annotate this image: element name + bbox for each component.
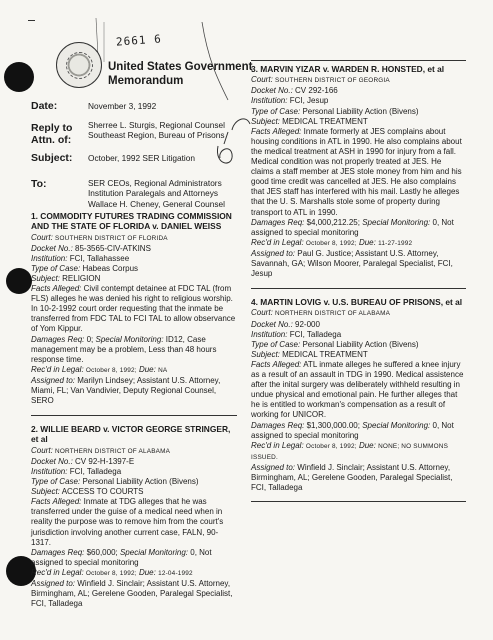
court-value: NORTHERN DISTRICT OF ALABAMA <box>55 447 171 455</box>
case-field-line <box>251 463 466 493</box>
institution-value: FCI, Jesup <box>289 96 329 106</box>
field-label: Special Monitoring: <box>95 334 164 344</box>
to-label: To: <box>31 178 47 190</box>
field-label: Damages Req: <box>251 420 305 430</box>
field-label: Subject: <box>31 487 60 497</box>
field-label: Due: <box>358 440 376 450</box>
punch-hole-middle <box>6 268 32 294</box>
text-line: AND THE STATE OF FLORIDA v. DANIEL WEISS <box>31 221 222 232</box>
case-subject-value: ACCESS TO COURTS <box>61 487 144 497</box>
case-field-line <box>251 320 466 330</box>
case-entry-1 <box>31 208 237 406</box>
field-label: Facts Alleged: <box>31 284 82 294</box>
field-value: 11-27-1992 <box>378 239 413 247</box>
case-field-line <box>31 446 237 457</box>
assigned-value: Marilyn Lindsey; Assistant U.S. Attorney, Miami, FL; Van Vandivier, Deputy Regional Counsel, SERO <box>31 375 221 406</box>
left-column <box>31 208 237 609</box>
case-field-line <box>251 218 466 238</box>
field-label: Facts Alleged: <box>251 359 302 369</box>
reply-to-value <box>88 120 225 141</box>
case-divider <box>251 501 466 502</box>
text-line: Wallace H. Cheney, General Counsel <box>88 198 225 209</box>
field-label: Type of Case: <box>31 477 81 487</box>
case-field-line <box>251 308 466 319</box>
case-field-line <box>31 457 237 467</box>
field-label: Type of Case: <box>31 263 81 273</box>
field-label: Assigned to: <box>31 375 76 385</box>
handwritten-number: 2661 6 <box>115 32 163 49</box>
facts-value: Inmate at TDG alleges that he was transferred under the guise of a medical need when in reality the purpose was to remove him from the court's jurisdiction involving another current case, FALN, 90-1317. <box>31 497 224 547</box>
field-value: October 8, 1992; <box>305 239 357 247</box>
case-subject-value: RELIGION <box>62 273 101 283</box>
docket-value: 92-000 <box>295 319 320 329</box>
monitoring-value: 0, Not assigned to special monitoring <box>31 547 212 567</box>
case-entry-3 <box>251 61 466 279</box>
field-value: 12-04-1992 <box>158 569 193 577</box>
case-field-line <box>31 477 237 487</box>
monitoring-value: ID12, Case management may be a problem, Less than 48 hours response time. <box>31 334 217 364</box>
case-field-line <box>31 579 237 609</box>
right-column <box>251 60 466 502</box>
field-label: Court: <box>251 308 273 318</box>
field-label: Due: <box>138 364 156 374</box>
case-field-line <box>31 548 237 568</box>
field-label: Rec'd in Legal: <box>251 237 304 247</box>
government-seal-icon <box>56 42 102 88</box>
field-label: Special Monitoring: <box>119 547 189 557</box>
case-field-line <box>251 75 466 86</box>
case-title: 4. MARTIN LOVIG v. U.S. BUREAU OF PRISONS, et al <box>251 297 463 308</box>
case-type-value: Habeas Corpus <box>82 263 139 273</box>
case-subject-value: MEDICAL TREATMENT <box>282 349 368 359</box>
field-label: Subject: <box>251 116 280 126</box>
field-label: Damages Req: <box>31 547 85 557</box>
corner-mark <box>28 20 35 21</box>
text-line: Sherree L. Sturgis, Regional Counsel <box>88 120 225 130</box>
field-label: Rec'd in Legal: <box>31 567 84 577</box>
text-line: Southeast Region, Bureau of Prisons <box>88 130 225 141</box>
date-value: November 3, 1992 <box>88 101 157 111</box>
subject-value: October, 1992 SER Litigation <box>88 153 196 163</box>
case-field-line <box>31 376 237 406</box>
field-label: Rec'd in Legal: <box>31 364 84 374</box>
field-value: October 8, 1992; <box>85 569 137 577</box>
case-field-line <box>251 330 466 340</box>
field-label: Institution: <box>31 253 68 263</box>
docket-value: CV 292-166 <box>295 86 338 96</box>
reply-to-label <box>31 122 72 146</box>
field-value: $60,000; <box>86 547 118 557</box>
case-field-line <box>251 441 466 463</box>
field-label: Institution: <box>251 96 288 106</box>
case-type-value: Personal Liability Action (Bivens) <box>82 477 199 487</box>
text-line: 1. COMMODITY FUTURES TRADING COMMISSION <box>31 211 232 221</box>
field-label: Docket No.: <box>251 319 293 329</box>
case-field-line <box>31 274 237 284</box>
text-line: Attn. of: <box>31 134 72 146</box>
institution-value: FCI, Tallahassee <box>69 253 130 263</box>
case-title: 3. MARVIN YIZAR v. WARDEN R. HONSTED, et al <box>251 64 445 74</box>
field-label: Type of Case: <box>251 339 301 349</box>
field-label: Docket No.: <box>31 456 73 466</box>
case-field-line <box>251 421 466 441</box>
field-label: Institution: <box>251 329 288 339</box>
field-value: 0; <box>86 334 94 344</box>
case-field-line <box>251 117 466 127</box>
agency-name: United States Government <box>108 61 253 73</box>
text-line: Institution Paralegals and Attorneys <box>88 188 219 199</box>
case-type-value: Personal Liability Action (Bivens) <box>302 339 419 349</box>
assigned-value: Winfield J. Sinclair; Assistant U.S. Attorney, Birmingham, AL; Gerelene Gooden, Paralegal Specialist, FCI, Talladega <box>251 462 453 493</box>
institution-value: FCI, Talladega <box>69 466 122 476</box>
case-field-line <box>251 249 466 279</box>
field-label: Court: <box>31 232 53 242</box>
case-field-line <box>31 467 237 477</box>
field-value: $1,300,000.00; <box>306 420 360 430</box>
field-label: Special Monitoring: <box>362 420 431 430</box>
case-field-line <box>251 350 466 360</box>
case-field-line <box>31 244 237 254</box>
field-label: Docket No.: <box>251 86 293 96</box>
field-label: Facts Alleged: <box>31 497 82 507</box>
field-label: Damages Req: <box>31 334 85 344</box>
facts-value: ATL inmate alleges he suffered a knee injury as a result of an assault in TDG in 1990. Medical assistence after the inital surgery was deliberately withheld resulting in undue physical and emotional pain. He further alleges that he is entitled to workman's compensation as a result of working for UNICOR. <box>251 359 464 420</box>
facts-value: Inmate formerly at JES complains about housing conditions in ATL in 1990. He also complains about the medical treatment at ASH in 1990 for injury from a fall. Medical condition was not properly treated at JES. He claims a staff member at JES stole money from him and his good time credit was cancelled at JES. He also complains that JES staff has interfered with his mail. Lastly he alleges that the U. S. Marshalls stole some of property during transport to ATL in 1990. <box>251 126 462 217</box>
case-subject-value: MEDICAL TREATMENT <box>282 116 368 126</box>
field-value: NA <box>158 366 168 374</box>
case-field-line <box>31 335 237 365</box>
case-entry-2 <box>31 416 237 609</box>
case-field-line <box>251 238 466 249</box>
field-label: Damages Req: <box>251 217 305 227</box>
docket-value: 85-3565-CIV-ATKINS <box>75 243 151 253</box>
text-line: SER CEOs, Regional Administrators <box>88 178 222 188</box>
field-value: October 8, 1992; <box>85 366 137 374</box>
case-field-line <box>31 568 237 579</box>
monitoring-value: 0, Not assigned to special monitoring <box>251 420 454 440</box>
field-label: Court: <box>31 445 53 455</box>
field-value: October 8, 1992; <box>305 442 357 450</box>
field-label: Assigned to: <box>251 462 296 472</box>
case-field-line <box>31 254 237 264</box>
memo-heading <box>108 60 252 88</box>
field-label: Institution: <box>31 466 68 476</box>
case-field-line <box>31 487 237 497</box>
field-value: NONE; NO SUMMONS ISSUED. <box>251 442 449 461</box>
court-value: NORTHERN DISTRICT OF ALABAMA <box>275 310 391 318</box>
field-label: Court: <box>251 75 273 85</box>
field-label: Facts Alleged: <box>251 126 302 136</box>
case-field-line <box>31 497 237 547</box>
institution-value: FCI, Talladega <box>289 329 342 339</box>
case-field-line <box>31 284 237 334</box>
field-label: Due: <box>358 237 376 247</box>
field-label: Type of Case: <box>251 106 301 116</box>
case-field-line <box>31 264 237 274</box>
court-value: SOUTHERN DISTRICT OF FLORIDA <box>55 234 168 242</box>
case-title <box>31 211 237 232</box>
case-field-line <box>251 96 466 106</box>
assigned-value: Winfield J. Sinclair; Assistant U.S. Attorney, Birmingham, AL; Gerelene Gooden, Paralegal Specialist, FCI, Talladega <box>31 579 233 609</box>
case-field-line <box>251 340 466 350</box>
to-value <box>88 178 225 209</box>
court-value: SOUTHERN DISTRICT OF GEORGIA <box>275 77 390 85</box>
docket-value: CV 92-H-1397-E <box>75 456 135 466</box>
case-type-value: Personal Liability Action (Bivens) <box>302 106 419 116</box>
case-field-line <box>251 86 466 96</box>
assigned-value: Paul G. Justice; Assistant U.S. Attorney, Savannah, GA; Wilson Moorer, Paralegal Specialist, FCI, Jesup <box>251 248 453 279</box>
field-label: Due: <box>138 567 156 577</box>
case-field-line <box>31 233 237 244</box>
field-label: Special Monitoring: <box>362 217 431 227</box>
field-label: Subject: <box>251 349 280 359</box>
subject-label: Subject: <box>31 152 73 164</box>
field-label: Assigned to: <box>251 248 296 258</box>
field-label: Subject: <box>31 273 60 283</box>
case-entry-4 <box>251 289 466 493</box>
memorandum-label: Memorandum <box>108 75 184 87</box>
punch-hole-top <box>4 62 34 92</box>
date-label: Date: <box>31 100 58 112</box>
field-label: Rec'd in Legal: <box>251 440 304 450</box>
monitoring-value: 0, Not assigned to special monitoring <box>251 217 454 237</box>
case-title: 2. WILLIE BEARD v. VICTOR GEORGE STRINGER, et al <box>31 424 231 445</box>
case-field-line <box>251 107 466 117</box>
case-field-line <box>31 365 237 376</box>
case-field-line <box>251 360 466 421</box>
field-label: Docket No.: <box>31 243 73 253</box>
text-line: Reply to <box>31 122 73 134</box>
case-field-line <box>251 127 466 218</box>
field-value: $4,000,212.25; <box>306 217 360 227</box>
facts-value: Civil contempt detainee at FDC TAL (from FLS) alleges he was denied his right to religious worship. In 10-2-1992 court order requesting that the inmate be transferred from FDC TAL to FCI TAL to allow observance of Yom Kippur. <box>31 284 236 334</box>
field-label: Assigned to: <box>31 579 76 588</box>
